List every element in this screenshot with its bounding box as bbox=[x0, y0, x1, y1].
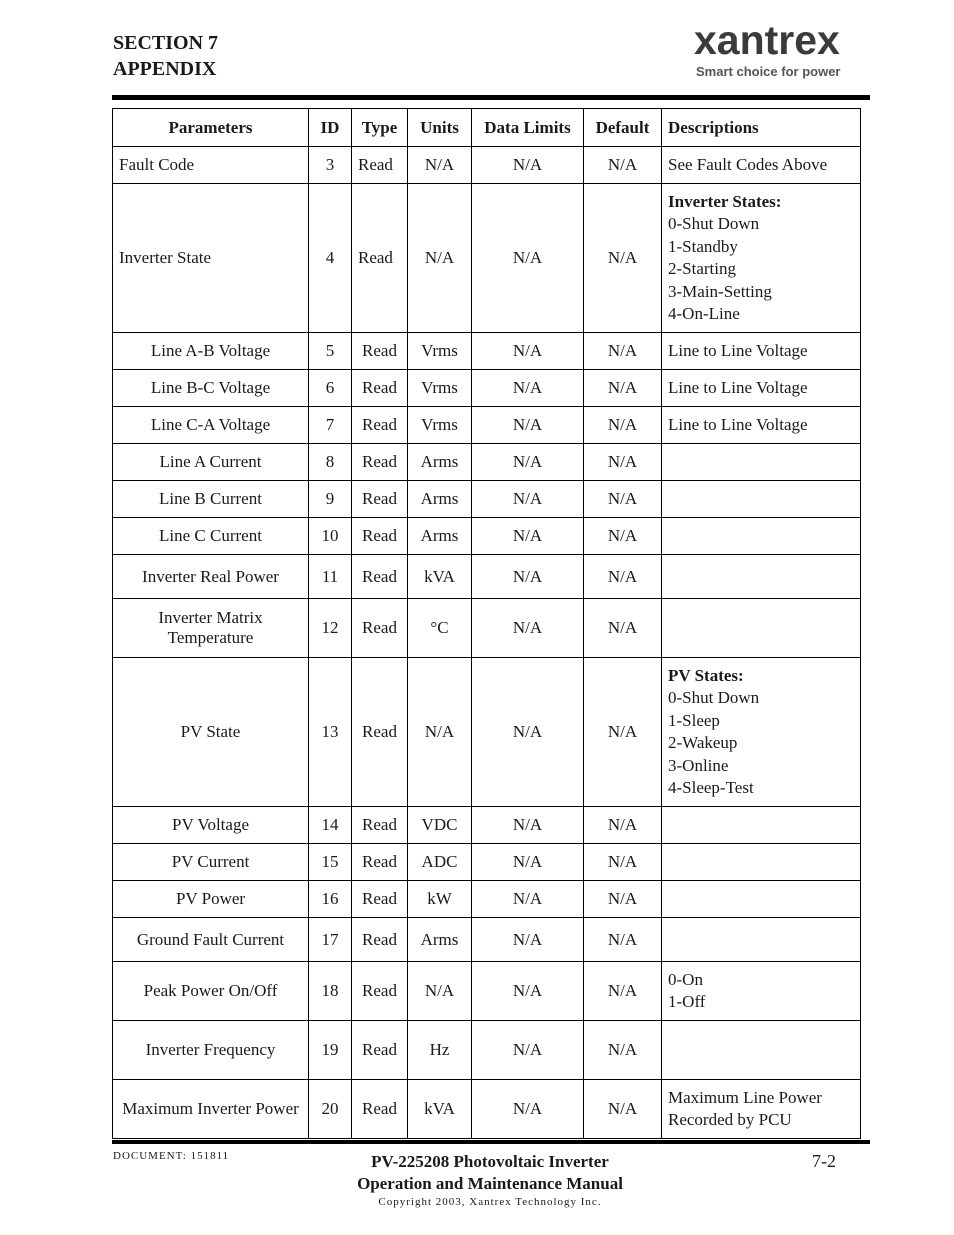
id-cell: 17 bbox=[309, 918, 352, 962]
param-cell: PV Power bbox=[113, 881, 309, 918]
col-header-id: ID bbox=[309, 109, 352, 147]
default-cell: N/A bbox=[584, 1021, 662, 1080]
manual-title-line-2: Operation and Maintenance Manual bbox=[357, 1174, 623, 1193]
table-row bbox=[113, 184, 861, 333]
data-limits-cell: N/A bbox=[472, 481, 584, 518]
section-number: SECTION 7 bbox=[113, 32, 219, 54]
units-cell: Arms bbox=[408, 444, 472, 481]
table-row bbox=[113, 444, 861, 481]
type-cell: Read bbox=[352, 333, 408, 370]
units-cell: kVA bbox=[408, 555, 472, 599]
manual-title-line-1: PV-225208 Photovoltaic Inverter bbox=[371, 1152, 609, 1171]
units-cell: Arms bbox=[408, 918, 472, 962]
units-cell: Vrms bbox=[408, 407, 472, 444]
table-row bbox=[113, 555, 861, 599]
default-cell: N/A bbox=[584, 370, 662, 407]
col-header-units: Units bbox=[408, 109, 472, 147]
id-cell: 7 bbox=[309, 407, 352, 444]
units-cell: N/A bbox=[408, 147, 472, 184]
param-cell: PV State bbox=[113, 658, 309, 807]
description-line: 1-Sleep bbox=[668, 710, 720, 730]
description-line: Line to Line Voltage bbox=[668, 340, 808, 360]
description-heading: PV States: bbox=[668, 665, 744, 685]
table-row bbox=[113, 1021, 861, 1080]
type-cell: Read bbox=[352, 658, 408, 807]
units-cell: kVA bbox=[408, 1080, 472, 1139]
id-cell: 12 bbox=[309, 599, 352, 658]
default-cell: N/A bbox=[584, 481, 662, 518]
data-limits-cell: N/A bbox=[472, 844, 584, 881]
type-cell: Read bbox=[352, 844, 408, 881]
param-cell: Inverter State bbox=[113, 184, 309, 333]
col-header-default: Default bbox=[584, 109, 662, 147]
section-title: APPENDIX bbox=[113, 58, 217, 80]
description-cell bbox=[662, 918, 861, 962]
description-cell bbox=[662, 444, 861, 481]
data-limits-cell: N/A bbox=[472, 962, 584, 1021]
type-cell: Read bbox=[352, 807, 408, 844]
default-cell: N/A bbox=[584, 599, 662, 658]
col-header-data-limits: Data Limits bbox=[472, 109, 584, 147]
units-cell: kW bbox=[408, 881, 472, 918]
description-cell bbox=[662, 1021, 861, 1080]
logo-wordmark: xantrex bbox=[694, 17, 840, 63]
description-cell bbox=[662, 184, 861, 333]
copyright: Copyright 2003, Xantrex Technology Inc. bbox=[378, 1196, 602, 1208]
units-cell: °C bbox=[408, 599, 472, 658]
xantrex-logo bbox=[694, 17, 864, 79]
data-limits-cell: N/A bbox=[472, 444, 584, 481]
id-cell: 20 bbox=[309, 1080, 352, 1139]
data-limits-cell: N/A bbox=[472, 1080, 584, 1139]
data-limits-cell: N/A bbox=[472, 918, 584, 962]
units-cell: Vrms bbox=[408, 333, 472, 370]
units-cell: N/A bbox=[408, 658, 472, 807]
section-heading bbox=[113, 30, 218, 82]
param-cell: Fault Code bbox=[113, 147, 309, 184]
default-cell: N/A bbox=[584, 881, 662, 918]
param-cell: Line A Current bbox=[113, 444, 309, 481]
description-cell bbox=[662, 844, 861, 881]
units-cell: Hz bbox=[408, 1021, 472, 1080]
data-limits-cell: N/A bbox=[472, 147, 584, 184]
id-cell: 14 bbox=[309, 807, 352, 844]
units-cell: ADC bbox=[408, 844, 472, 881]
data-limits-cell: N/A bbox=[472, 599, 584, 658]
table-row bbox=[113, 333, 861, 370]
default-cell: N/A bbox=[584, 962, 662, 1021]
table-header-row bbox=[113, 109, 861, 147]
id-cell: 8 bbox=[309, 444, 352, 481]
table-row bbox=[113, 658, 861, 807]
units-cell: VDC bbox=[408, 807, 472, 844]
data-limits-cell: N/A bbox=[472, 555, 584, 599]
type-cell: Read bbox=[352, 918, 408, 962]
data-limits-cell: N/A bbox=[472, 518, 584, 555]
table-row bbox=[113, 370, 861, 407]
table-row bbox=[113, 147, 861, 184]
id-cell: 16 bbox=[309, 881, 352, 918]
description-line: 0-Shut Down bbox=[668, 214, 760, 233]
page-number: 7-2 bbox=[812, 1151, 836, 1171]
table-row bbox=[113, 407, 861, 444]
default-cell: N/A bbox=[584, 444, 662, 481]
type-cell: Read bbox=[352, 1021, 408, 1080]
type-cell: Read bbox=[352, 370, 408, 407]
type-cell: Read bbox=[352, 407, 408, 444]
table-row bbox=[113, 918, 861, 962]
id-cell: 3 bbox=[309, 147, 352, 184]
parameters-table bbox=[112, 108, 861, 1139]
default-cell: N/A bbox=[584, 147, 662, 184]
description-line: Line to Line Voltage bbox=[668, 377, 808, 397]
units-cell: Arms bbox=[408, 481, 472, 518]
param-cell: Ground Fault Current bbox=[113, 918, 309, 962]
default-cell: N/A bbox=[584, 844, 662, 881]
type-cell: Read bbox=[352, 147, 408, 184]
id-cell: 9 bbox=[309, 481, 352, 518]
description-cell bbox=[662, 1080, 861, 1139]
param-cell: PV Current bbox=[113, 844, 309, 881]
description-line: See Fault Codes Above bbox=[668, 154, 828, 174]
id-cell: 19 bbox=[309, 1021, 352, 1080]
table-row bbox=[113, 962, 861, 1021]
manual-title bbox=[290, 1151, 690, 1195]
table-row bbox=[113, 844, 861, 881]
description-line: 0-On bbox=[668, 969, 703, 989]
description-cell bbox=[662, 962, 861, 1021]
description-line: 2-Wakeup bbox=[668, 733, 738, 752]
id-cell: 4 bbox=[309, 184, 352, 333]
param-cell: Peak Power On/Off bbox=[113, 962, 309, 1021]
logo-tagline: Smart choice for power bbox=[696, 64, 841, 79]
description-cell bbox=[662, 599, 861, 658]
description-cell bbox=[662, 807, 861, 844]
description-line: 4-Sleep-Test bbox=[668, 778, 754, 797]
description-line: 3-Main-Setting bbox=[668, 281, 772, 301]
param-cell: PV Voltage bbox=[113, 807, 309, 844]
description-line: 0-Shut Down bbox=[668, 688, 760, 707]
id-cell: 18 bbox=[309, 962, 352, 1021]
default-cell: N/A bbox=[584, 333, 662, 370]
col-header-descriptions: Descriptions bbox=[662, 109, 861, 147]
data-limits-cell: N/A bbox=[472, 807, 584, 844]
description-cell bbox=[662, 658, 861, 807]
units-cell: Arms bbox=[408, 518, 472, 555]
description-cell bbox=[662, 555, 861, 599]
id-cell: 13 bbox=[309, 658, 352, 807]
units-cell: Vrms bbox=[408, 370, 472, 407]
param-cell: Line C Current bbox=[113, 518, 309, 555]
param-cell: Line B-C Voltage bbox=[113, 370, 309, 407]
description-cell bbox=[662, 481, 861, 518]
description-cell bbox=[662, 881, 861, 918]
default-cell: N/A bbox=[584, 184, 662, 333]
table-row bbox=[113, 518, 861, 555]
param-cell: Line C-A Voltage bbox=[113, 407, 309, 444]
id-cell: 15 bbox=[309, 844, 352, 881]
id-cell: 5 bbox=[309, 333, 352, 370]
type-cell: Read bbox=[352, 881, 408, 918]
units-cell: N/A bbox=[408, 184, 472, 333]
type-cell: Read bbox=[352, 555, 408, 599]
units-cell: N/A bbox=[408, 962, 472, 1021]
description-line: 4-On-Line bbox=[668, 304, 740, 323]
data-limits-cell: N/A bbox=[472, 407, 584, 444]
description-cell bbox=[662, 370, 861, 407]
default-cell: N/A bbox=[584, 518, 662, 555]
data-limits-cell: N/A bbox=[472, 658, 584, 807]
table-row bbox=[113, 807, 861, 844]
table-row bbox=[113, 599, 861, 658]
id-cell: 10 bbox=[309, 518, 352, 555]
description-line: 3-Online bbox=[668, 755, 729, 775]
param-cell: Inverter Real Power bbox=[113, 555, 309, 599]
id-cell: 6 bbox=[309, 370, 352, 407]
table-row bbox=[113, 481, 861, 518]
type-cell: Read bbox=[352, 518, 408, 555]
default-cell: N/A bbox=[584, 407, 662, 444]
param-cell: Inverter Frequency bbox=[113, 1021, 309, 1080]
param-cell: Maximum Inverter Power bbox=[113, 1080, 309, 1139]
description-cell bbox=[662, 147, 861, 184]
table-row bbox=[113, 1080, 861, 1139]
data-limits-cell: N/A bbox=[472, 1021, 584, 1080]
description-line: 1-Standby bbox=[668, 236, 738, 256]
data-limits-cell: N/A bbox=[472, 881, 584, 918]
document-number: DOCUMENT: 151811 bbox=[113, 1150, 230, 1162]
default-cell: N/A bbox=[584, 555, 662, 599]
default-cell: N/A bbox=[584, 918, 662, 962]
data-limits-cell: N/A bbox=[472, 184, 584, 333]
footer-divider bbox=[112, 1140, 870, 1144]
default-cell: N/A bbox=[584, 658, 662, 807]
description-cell bbox=[662, 407, 861, 444]
param-cell: Line B Current bbox=[113, 481, 309, 518]
description-line: Maximum Line Power Recorded by PCU bbox=[668, 1087, 822, 1129]
type-cell: Read bbox=[352, 481, 408, 518]
data-limits-cell: N/A bbox=[472, 333, 584, 370]
description-line: Line to Line Voltage bbox=[668, 414, 808, 434]
default-cell: N/A bbox=[584, 1080, 662, 1139]
type-cell: Read bbox=[352, 962, 408, 1021]
default-cell: N/A bbox=[584, 807, 662, 844]
col-header-type: Type bbox=[352, 109, 408, 147]
data-limits-cell: N/A bbox=[472, 370, 584, 407]
table-row bbox=[113, 881, 861, 918]
description-cell bbox=[662, 333, 861, 370]
param-cell: Line A-B Voltage bbox=[113, 333, 309, 370]
param-cell: Inverter Matrix Temperature bbox=[113, 599, 309, 658]
type-cell: Read bbox=[352, 444, 408, 481]
description-cell bbox=[662, 518, 861, 555]
description-line: 2-Starting bbox=[668, 259, 736, 278]
type-cell: Read bbox=[352, 184, 408, 333]
description-heading: Inverter States: bbox=[668, 191, 782, 211]
col-header-parameters: Parameters bbox=[113, 109, 309, 147]
id-cell: 11 bbox=[309, 555, 352, 599]
type-cell: Read bbox=[352, 599, 408, 658]
header-divider bbox=[112, 95, 870, 100]
description-line: 1-Off bbox=[668, 992, 706, 1011]
type-cell: Read bbox=[352, 1080, 408, 1139]
